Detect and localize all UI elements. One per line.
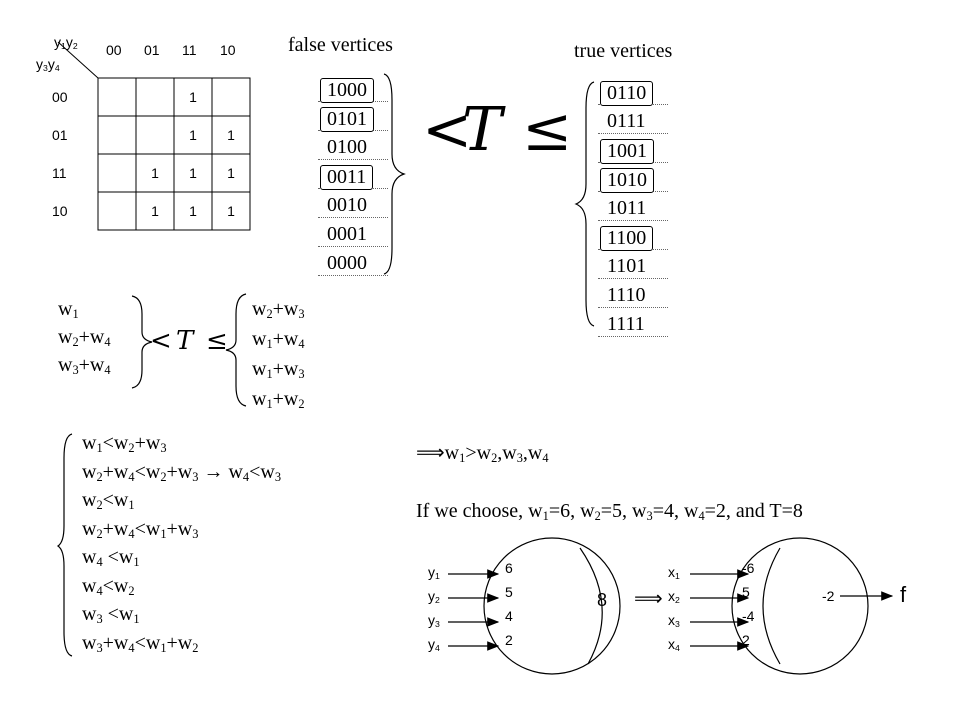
weights-right-brace [222, 290, 252, 410]
kmap-cell [98, 116, 136, 154]
true-guide-line [598, 307, 668, 308]
false-vertex: 0010 [327, 194, 367, 216]
inequality: $w_3+w_4<w_1+w_2$ [82, 631, 199, 655]
neuron1-input-label: $y_2$ [428, 588, 440, 606]
kmap-cell [136, 78, 174, 116]
neuron1-threshold: 8 [597, 590, 608, 610]
neuron1-input-label: $y_4$ [428, 636, 440, 654]
false-guide-line [318, 275, 388, 276]
false-vertices-title: false vertices [288, 34, 393, 56]
kmap-col-header: 01 [144, 42, 160, 58]
weight-right-term: $w_1+w_2$ [252, 388, 305, 412]
true-vertex-boxed: 1001 [600, 139, 654, 164]
true-guide-line [598, 133, 668, 134]
weight-right-term: $w_2+w_3$ [252, 298, 305, 322]
kmap-cell: 1 [189, 203, 197, 219]
neuron2-input-label: $x_3$ [668, 612, 680, 630]
kmap-cell [136, 116, 174, 154]
neuron1-weight: 4 [505, 608, 513, 624]
kmap-corner-top: $y_1y_2$ [54, 34, 78, 52]
false-vertex-boxed: 1000 [320, 78, 374, 103]
weight-left-term: $w_1$ [58, 298, 79, 322]
neuron2-weight: 5 [742, 584, 750, 600]
kmap-row-header: 11 [52, 165, 67, 181]
true-vertex: 1111 [607, 313, 645, 335]
threshold-t-small: T [176, 326, 194, 356]
inequality: $w_3 <w_1$ [82, 603, 140, 627]
weight-left-term: $w_2+w_4$ [58, 326, 111, 350]
weight-left-term: $w_3+w_4$ [58, 354, 111, 378]
inequality: $w_4 <w_1$ [82, 546, 140, 570]
kmap-cell [98, 78, 136, 116]
neuron2-divider [763, 548, 780, 664]
weight-choice-text: If we choose, $w_1=6$, $w_2=5$, $w_3=4$, $w_4=2$, and T=8 [416, 500, 803, 524]
inequalities-brace [56, 430, 76, 660]
neuron2-weight: -6 [742, 560, 755, 576]
kmap-col-header: 00 [106, 42, 122, 58]
inequality: $w_2+w_4<w_1+w_3$ [82, 517, 199, 541]
neuron1-input-arrows [448, 574, 498, 646]
kmap-cell [98, 154, 136, 192]
less-equal-symbol: ≤ [522, 95, 573, 165]
true-vertex: 1011 [607, 197, 647, 219]
neuron2-threshold: -2 [822, 588, 835, 604]
true-guide-line [598, 336, 668, 337]
true-vertex: 1101 [607, 255, 647, 277]
neuron2-input-label: $x_2$ [668, 588, 680, 606]
true-guide-line [598, 220, 668, 221]
true-vertices-brace [574, 78, 600, 328]
threshold-t: T [462, 95, 503, 165]
true-vertex: 0111 [607, 110, 646, 132]
kmap-cell: 1 [227, 203, 235, 219]
kmap-col-header: 11 [182, 42, 197, 58]
kmap-col-header: 10 [220, 42, 236, 58]
neuron2-circle [732, 538, 868, 674]
kmap-cell: 1 [189, 127, 197, 143]
true-guide-line [598, 278, 668, 279]
false-vertex: 0100 [327, 136, 367, 158]
inequality: $w_2+w_4<w_2+w_3 \to w_4<w_3$ [82, 460, 282, 484]
inequality: $w_2<w_1$ [82, 489, 135, 513]
kmap-row-header: 01 [52, 127, 68, 143]
kmap-cell: 1 [227, 127, 235, 143]
false-vertex-boxed: 0101 [320, 107, 374, 132]
weight-right-term: $w_1+w_4$ [252, 328, 305, 352]
kmap-cell: 1 [189, 165, 197, 181]
less-than-symbol: < [422, 95, 473, 165]
neuron2-weight: -4 [742, 608, 755, 624]
false-vertex: 0000 [327, 252, 367, 274]
kmap-cell: 1 [151, 203, 159, 219]
neuron1-input-label: $y_3$ [428, 612, 440, 630]
less-than-symbol-small: < [150, 326, 172, 356]
kmap-row-header: 10 [52, 203, 68, 219]
neuron2-input-label: $x_1$ [668, 564, 680, 582]
false-vertices-brace [380, 70, 410, 280]
kmap-corner-left: $y_3y_4$ [36, 56, 60, 74]
false-guide-line [318, 159, 388, 160]
kmap-cell [212, 78, 250, 116]
inequality: $w_1<w_2+w_3$ [82, 432, 167, 456]
implies-arrow: ⟹ [634, 588, 663, 610]
kmap-row-header: 00 [52, 89, 68, 105]
kmap-cell [98, 192, 136, 230]
conclusion-text: $⟹w_1>w_2,w_3,w_4$ [416, 442, 549, 466]
kmap-cell: 1 [227, 165, 235, 181]
weight-right-term: $w_1+w_3$ [252, 358, 305, 382]
less-equal-symbol-small: ≤ [206, 326, 228, 356]
output-label: f [900, 582, 907, 607]
false-guide-line [318, 217, 388, 218]
neuron2-input-arrows [690, 574, 748, 646]
true-vertex-boxed: 0110 [600, 81, 653, 106]
neuron2-weight: 2 [742, 632, 750, 648]
false-guide-line [318, 246, 388, 247]
neuron1-weight: 6 [505, 560, 513, 576]
neuron1-weight: 5 [505, 584, 513, 600]
neuron2-input-label: $x_4$ [668, 636, 680, 654]
kmap-cell: 1 [151, 165, 159, 181]
true-vertex-boxed: 1100 [600, 226, 653, 251]
false-vertex: 0001 [327, 223, 367, 245]
inequality: $w_4<w_2$ [82, 574, 135, 598]
false-vertex-boxed: 0011 [320, 165, 373, 190]
neuron1-weight: 2 [505, 632, 513, 648]
neuron1-input-label: $y_1$ [428, 564, 440, 582]
true-vertices-title: true vertices [574, 40, 673, 62]
kmap-cell: 1 [189, 89, 197, 105]
true-vertex-boxed: 1010 [600, 168, 654, 193]
true-vertex: 1110 [607, 284, 646, 306]
